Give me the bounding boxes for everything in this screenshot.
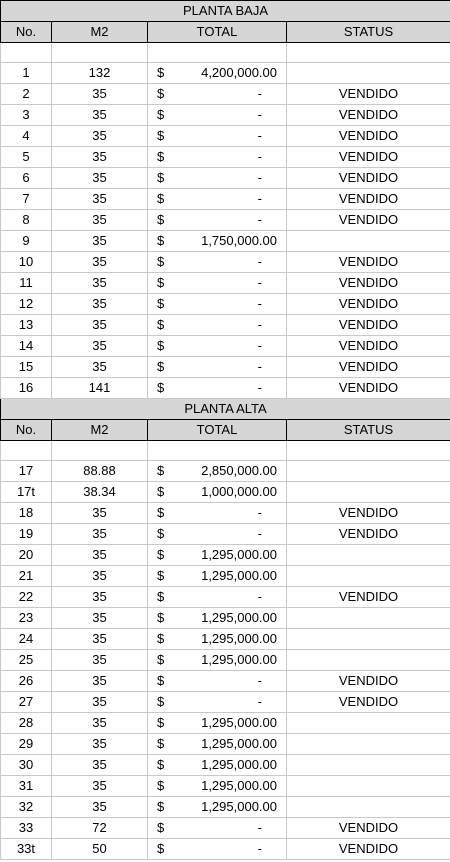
currency-symbol: $ [157,254,165,269]
section-title: PLANTA ALTA [1,399,450,420]
status-cell[interactable] [287,629,450,650]
currency-symbol: $ [157,338,165,353]
total-cell[interactable] [148,692,287,713]
table-row [1,566,450,587]
table-row [1,105,450,126]
total-cell[interactable] [148,839,287,860]
area-cell[interactable]: 141 [52,378,148,399]
total-amount: 1,295,000.00 [201,778,277,793]
currency-symbol: $ [157,631,165,646]
currency-symbol: $ [157,463,165,478]
status-cell[interactable] [287,713,450,734]
total-cell[interactable] [148,84,287,105]
unit-number-cell[interactable]: 9 [1,231,52,252]
table-row [1,315,450,336]
total-amount: 2,850,000.00 [201,463,277,478]
status-cell[interactable]: VENDIDO [287,294,450,315]
unit-number-cell[interactable]: 1 [1,63,52,84]
total-amount: - [257,673,262,688]
total-amount: 1,750,000.00 [201,233,277,248]
total-cell[interactable] [148,189,287,210]
table-row [1,482,450,503]
total-cell[interactable] [148,629,287,650]
section-title-row [1,1,450,22]
status-cell[interactable]: VENDIDO [287,503,450,524]
unit-number-cell[interactable]: 2 [1,84,52,105]
table-row [1,189,450,210]
currency-symbol: $ [157,757,165,772]
header-m2: M2 [52,22,148,43]
total-cell[interactable] [148,294,287,315]
table-row [1,357,450,378]
table-body [1,1,450,860]
total-cell[interactable] [148,63,287,84]
status-cell[interactable] [287,734,450,755]
area-cell[interactable]: 35 [52,797,148,818]
total-amount: 1,295,000.00 [201,736,277,751]
currency-symbol: $ [157,778,165,793]
currency-symbol: $ [157,736,165,751]
status-cell[interactable]: VENDIDO [287,315,450,336]
status-cell[interactable] [287,63,450,84]
total-cell[interactable] [148,231,287,252]
unit-number-cell[interactable]: 32 [1,797,52,818]
currency-symbol: $ [157,128,165,143]
area-cell[interactable]: 132 [52,63,148,84]
area-cell[interactable]: 38.34 [52,482,148,503]
table-row [1,210,450,231]
status-cell[interactable] [287,776,450,797]
area-cell[interactable]: 88.88 [52,461,148,482]
total-cell[interactable] [148,524,287,545]
status-cell[interactable]: VENDIDO [287,818,450,839]
total-amount: 1,000,000.00 [201,484,277,499]
table-row [1,713,450,734]
status-cell[interactable]: VENDIDO [287,357,450,378]
blank-cell[interactable] [1,441,52,461]
area-cell[interactable]: 35 [52,608,148,629]
table-row [1,587,450,608]
area-cell[interactable]: 72 [52,818,148,839]
unit-number-cell[interactable]: 24 [1,629,52,650]
total-cell[interactable] [148,734,287,755]
table-row [1,336,450,357]
area-cell[interactable]: 35 [52,210,148,231]
currency-symbol: $ [157,694,165,709]
area-cell[interactable]: 35 [52,713,148,734]
currency-symbol: $ [157,65,165,80]
total-cell[interactable] [148,650,287,671]
header-status: STATUS [287,420,450,441]
unit-number-cell[interactable]: 29 [1,734,52,755]
table-row [1,252,450,273]
unit-number-cell[interactable]: 5 [1,147,52,168]
total-cell[interactable] [148,566,287,587]
total-cell[interactable] [148,776,287,797]
unit-number-cell[interactable]: 19 [1,524,52,545]
status-cell[interactable]: VENDIDO [287,692,450,713]
table-row [1,797,450,818]
status-cell[interactable]: VENDIDO [287,336,450,357]
currency-symbol: $ [157,170,165,185]
area-cell[interactable]: 35 [52,566,148,587]
total-cell[interactable] [148,357,287,378]
total-cell[interactable] [148,482,287,503]
blank-cell[interactable] [287,441,450,461]
currency-symbol: $ [157,149,165,164]
status-cell[interactable]: VENDIDO [287,839,450,860]
total-amount: - [257,526,262,541]
currency-symbol: $ [157,673,165,688]
status-cell[interactable] [287,608,450,629]
currency-symbol: $ [157,296,165,311]
status-cell[interactable]: VENDIDO [287,273,450,294]
table-row [1,84,450,105]
status-cell[interactable]: VENDIDO [287,105,450,126]
status-cell[interactable] [287,482,450,503]
table-row [1,629,450,650]
unit-number-cell[interactable]: 27 [1,692,52,713]
total-cell[interactable] [148,147,287,168]
total-amount: - [257,212,262,227]
unit-number-cell[interactable]: 12 [1,294,52,315]
total-amount: - [257,275,262,290]
area-cell[interactable]: 35 [52,692,148,713]
table-row [1,168,450,189]
section-title-row [1,399,450,420]
area-cell[interactable]: 35 [52,587,148,608]
blank-cell[interactable] [52,43,148,63]
status-cell[interactable]: VENDIDO [287,189,450,210]
unit-number-cell[interactable]: 22 [1,587,52,608]
header-row [1,22,450,43]
table-row [1,378,450,399]
total-amount: 1,295,000.00 [201,568,277,583]
unit-number-cell[interactable]: 18 [1,503,52,524]
total-cell[interactable] [148,168,287,189]
unit-number-cell[interactable]: 4 [1,126,52,147]
total-amount: - [257,505,262,520]
currency-symbol: $ [157,526,165,541]
table-row [1,231,450,252]
area-cell[interactable]: 35 [52,315,148,336]
total-cell[interactable] [148,818,287,839]
area-cell[interactable]: 35 [52,105,148,126]
unit-number-cell[interactable]: 20 [1,545,52,566]
area-cell[interactable]: 35 [52,734,148,755]
status-cell[interactable]: VENDIDO [287,84,450,105]
status-cell[interactable]: VENDIDO [287,252,450,273]
area-cell[interactable]: 35 [52,189,148,210]
total-cell[interactable] [148,713,287,734]
currency-symbol: $ [157,275,165,290]
area-cell[interactable]: 35 [52,776,148,797]
total-amount: 1,295,000.00 [201,547,277,562]
blank-row [1,441,450,461]
area-cell[interactable]: 35 [52,84,148,105]
header-m2: M2 [52,420,148,441]
unit-number-cell[interactable]: 33 [1,818,52,839]
table-row [1,126,450,147]
unit-number-cell[interactable]: 17t [1,482,52,503]
area-cell[interactable]: 35 [52,671,148,692]
status-cell[interactable]: VENDIDO [287,126,450,147]
table-row [1,63,450,84]
area-cell[interactable]: 35 [52,336,148,357]
total-cell[interactable] [148,461,287,482]
currency-symbol: $ [157,484,165,499]
total-amount: 1,295,000.00 [201,610,277,625]
status-cell[interactable] [287,650,450,671]
currency-symbol: $ [157,820,165,835]
total-cell[interactable] [148,315,287,336]
total-cell[interactable] [148,105,287,126]
area-cell[interactable]: 35 [52,650,148,671]
unit-number-cell[interactable]: 16 [1,378,52,399]
unit-number-cell[interactable]: 11 [1,273,52,294]
total-cell[interactable] [148,273,287,294]
table-row [1,147,450,168]
total-amount: - [257,338,262,353]
total-amount: - [257,359,262,374]
status-cell[interactable]: VENDIDO [287,168,450,189]
unit-number-cell[interactable]: 21 [1,566,52,587]
status-cell[interactable] [287,797,450,818]
header-no: No. [1,420,52,441]
section-title: PLANTA BAJA [1,1,450,22]
table-row [1,671,450,692]
total-amount: 1,295,000.00 [201,757,277,772]
area-cell[interactable]: 50 [52,839,148,860]
header-status: STATUS [287,22,450,43]
total-amount: - [257,820,262,835]
status-cell[interactable]: VENDIDO [287,210,450,231]
currency-symbol: $ [157,380,165,395]
unit-number-cell[interactable]: 30 [1,755,52,776]
total-cell[interactable] [148,797,287,818]
total-cell[interactable] [148,587,287,608]
unit-number-cell[interactable]: 14 [1,336,52,357]
total-amount: 4,200,000.00 [201,65,277,80]
currency-symbol: $ [157,547,165,562]
table-row [1,734,450,755]
table-row [1,776,450,797]
unit-number-cell[interactable]: 15 [1,357,52,378]
header-no: No. [1,22,52,43]
unit-number-cell[interactable]: 25 [1,650,52,671]
area-cell[interactable]: 35 [52,231,148,252]
blank-cell[interactable] [148,43,287,63]
total-amount: - [257,296,262,311]
area-cell[interactable]: 35 [52,252,148,273]
area-cell[interactable]: 35 [52,357,148,378]
area-cell[interactable]: 35 [52,755,148,776]
header-total: TOTAL [148,22,287,43]
currency-symbol: $ [157,799,165,814]
currency-symbol: $ [157,505,165,520]
total-amount: - [257,254,262,269]
unit-number-cell[interactable]: 23 [1,608,52,629]
currency-symbol: $ [157,317,165,332]
area-cell[interactable]: 35 [52,168,148,189]
currency-symbol: $ [157,610,165,625]
table-row [1,650,450,671]
header-total: TOTAL [148,420,287,441]
total-cell[interactable] [148,671,287,692]
total-cell[interactable] [148,126,287,147]
table-row [1,461,450,482]
status-cell[interactable] [287,231,450,252]
area-cell[interactable]: 35 [52,126,148,147]
table-row [1,755,450,776]
total-amount: 1,295,000.00 [201,631,277,646]
area-cell[interactable]: 35 [52,524,148,545]
status-cell[interactable] [287,461,450,482]
total-amount: - [257,149,262,164]
currency-symbol: $ [157,212,165,227]
total-amount: 1,295,000.00 [201,715,277,730]
total-amount: - [257,380,262,395]
currency-symbol: $ [157,841,165,856]
currency-symbol: $ [157,191,165,206]
status-cell[interactable]: VENDIDO [287,378,450,399]
table-row [1,294,450,315]
unit-number-cell[interactable]: 13 [1,315,52,336]
unit-number-cell[interactable]: 31 [1,776,52,797]
status-cell[interactable]: VENDIDO [287,147,450,168]
currency-symbol: $ [157,86,165,101]
status-cell[interactable] [287,545,450,566]
status-cell[interactable] [287,566,450,587]
area-cell[interactable]: 35 [52,147,148,168]
area-cell[interactable]: 35 [52,273,148,294]
total-amount: - [257,694,262,709]
total-cell[interactable] [148,545,287,566]
blank-row [1,43,450,63]
total-cell[interactable] [148,210,287,231]
table-row [1,503,450,524]
table-row [1,545,450,566]
status-cell[interactable]: VENDIDO [287,524,450,545]
table-row [1,524,450,545]
unit-number-cell[interactable]: 6 [1,168,52,189]
currency-symbol: $ [157,107,165,122]
total-amount: - [257,107,262,122]
unit-number-cell[interactable]: 10 [1,252,52,273]
total-amount: - [257,128,262,143]
total-cell[interactable] [148,608,287,629]
total-amount: - [257,170,262,185]
currency-symbol: $ [157,715,165,730]
unit-number-cell[interactable]: 3 [1,105,52,126]
total-amount: - [257,191,262,206]
unit-number-cell[interactable]: 33t [1,839,52,860]
unit-number-cell[interactable]: 28 [1,713,52,734]
table-row [1,818,450,839]
table-row [1,608,450,629]
blank-cell[interactable] [52,441,148,461]
total-amount: 1,295,000.00 [201,799,277,814]
status-cell[interactable] [287,755,450,776]
unit-number-cell[interactable]: 8 [1,210,52,231]
total-cell[interactable] [148,755,287,776]
area-cell[interactable]: 35 [52,294,148,315]
blank-cell[interactable] [1,43,52,63]
total-amount: - [257,86,262,101]
total-amount: - [257,589,262,604]
table-row [1,273,450,294]
blank-cell[interactable] [287,43,450,63]
currency-symbol: $ [157,589,165,604]
unit-number-cell[interactable]: 7 [1,189,52,210]
header-row [1,420,450,441]
status-cell[interactable]: VENDIDO [287,671,450,692]
unit-number-cell[interactable]: 17 [1,461,52,482]
currency-symbol: $ [157,652,165,667]
currency-symbol: $ [157,233,165,248]
status-cell[interactable]: VENDIDO [287,587,450,608]
total-cell[interactable] [148,503,287,524]
area-cell[interactable]: 35 [52,629,148,650]
currency-symbol: $ [157,359,165,374]
total-cell[interactable] [148,252,287,273]
area-cell[interactable]: 35 [52,545,148,566]
unit-number-cell[interactable]: 26 [1,671,52,692]
table-row [1,692,450,713]
currency-symbol: $ [157,568,165,583]
total-amount: - [257,317,262,332]
total-amount: 1,295,000.00 [201,652,277,667]
total-cell[interactable] [148,336,287,357]
total-cell[interactable] [148,378,287,399]
table-row [1,839,450,860]
total-amount: - [257,841,262,856]
area-cell[interactable]: 35 [52,503,148,524]
blank-cell[interactable] [148,441,287,461]
